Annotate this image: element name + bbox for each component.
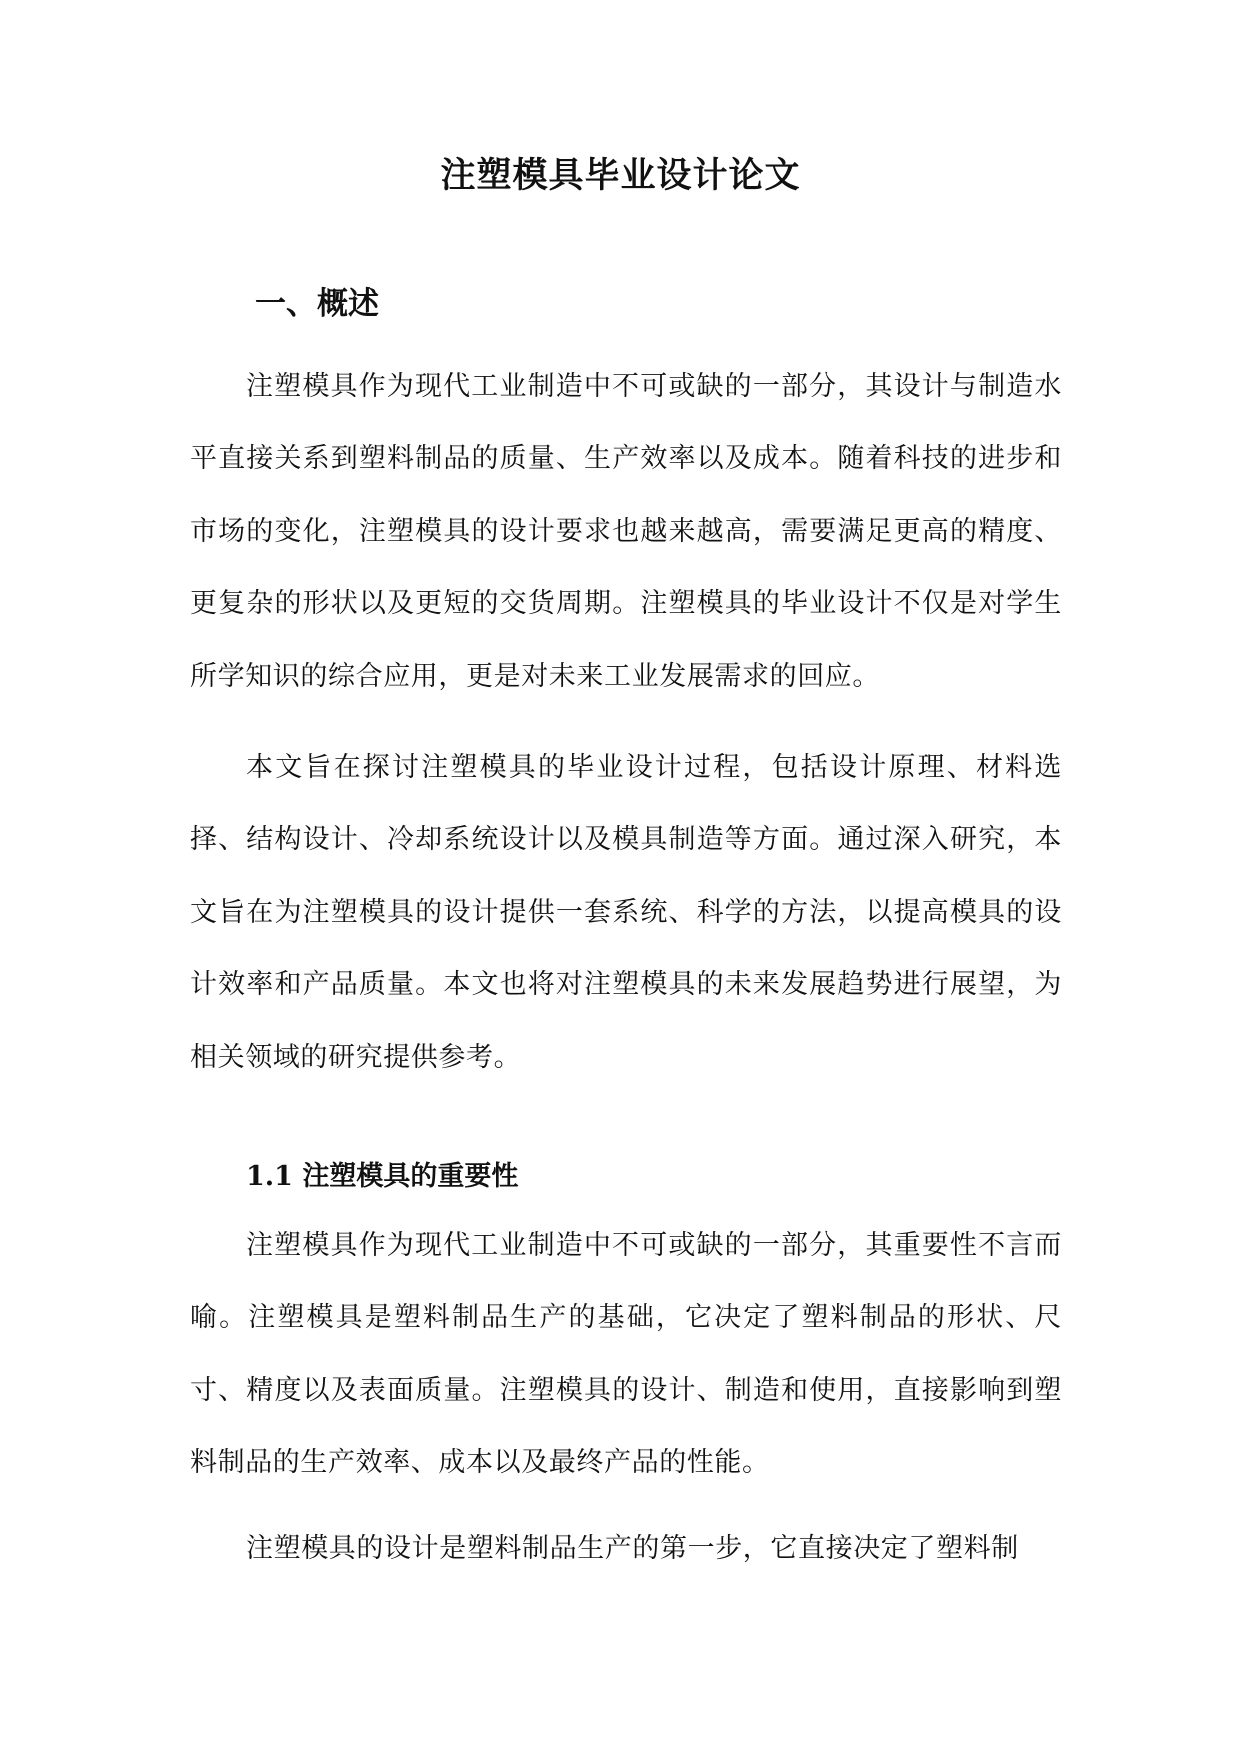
overview-paragraph-1: 注塑模具作为现代工业制造中不可或缺的一部分，其设计与制造水平直接关系到塑料制品的质量、生产效率以及成本。随着科技的进步和市场的变化，注塑模具的设计要求也越来越高，需要满足更高的精度、更复杂的形状以及更短的交货周期。注塑模具的毕业设计不仅是对学生所学知识的综合应用，更是对未来工业发展需求的回应。 xyxy=(190,371,1062,692)
importance-paragraph-2: 注塑模具的设计是塑料制品生产的第一步，它直接决定了塑料制 xyxy=(246,1533,1019,1564)
subsection-heading-importance: 1.1 注塑模具的重要性 xyxy=(246,1161,519,1192)
overview-paragraph-2: 本文旨在探讨注塑模具的毕业设计过程，包括设计原理、材料选择、结构设计、冷却系统设计以及模具制造等方面。通过深入研究，本文旨在为注塑模具的设计提供一套系统、科学的方法，以提高模具的设计效率和产品质量。本文也将对注塑模具的未来发展趋势进行展望，为相关领域的研究提供参考。 xyxy=(190,752,1062,1073)
section-heading-overview: 一、概述 xyxy=(255,286,379,322)
importance-paragraph-1: 注塑模具作为现代工业制造中不可或缺的一部分，其重要性不言而喻。注塑模具是塑料制品生产的基础，它决定了塑料制品的形状、尺寸、精度以及表面质量。注塑模具的设计、制造和使用，直接影响到塑料制品的生产效率、成本以及最终产品的性能。 xyxy=(190,1230,1062,1479)
document-title: 注塑模具毕业设计论文 xyxy=(440,155,801,196)
